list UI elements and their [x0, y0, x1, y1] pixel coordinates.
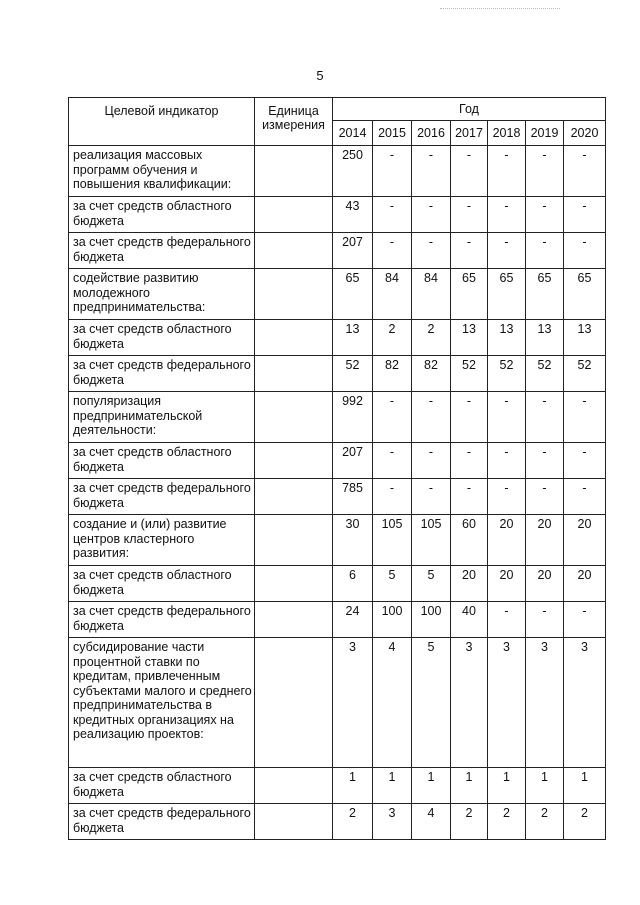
value-cell-2014: 207 [333, 443, 373, 479]
value-cell-2015: - [373, 197, 412, 233]
value-cell-2016: 5 [412, 566, 451, 602]
table-row [69, 804, 606, 840]
value-cell-2014: 1 [333, 768, 373, 804]
value-cell-2019: - [526, 197, 564, 233]
value-cell-2020: 13 [564, 320, 606, 356]
table-row [69, 638, 606, 768]
value-cell-2019: - [526, 233, 564, 269]
value-cell-2014: 65 [333, 269, 373, 320]
table-row [69, 146, 606, 197]
indicator-name: за счет средств федерального бюджета [69, 479, 255, 515]
unit-cell [255, 638, 333, 768]
value-cell-2016: - [412, 197, 451, 233]
unit-cell [255, 479, 333, 515]
value-cell-2018: - [488, 602, 526, 638]
value-cell-2018: - [488, 392, 526, 443]
indicator-name: за счет средств областного бюджета [69, 443, 255, 479]
value-cell-2018: - [488, 197, 526, 233]
page-number: 5 [316, 68, 324, 83]
value-cell-2020: 20 [564, 515, 606, 566]
value-cell-2017: 2 [451, 804, 488, 840]
table-row [69, 443, 606, 479]
table-row [69, 197, 606, 233]
value-cell-2019: 52 [526, 356, 564, 392]
unit-cell [255, 515, 333, 566]
value-cell-2016: 84 [412, 269, 451, 320]
value-cell-2018: 1 [488, 768, 526, 804]
value-cell-2020: - [564, 146, 606, 197]
value-cell-2017: - [451, 443, 488, 479]
value-cell-2016: - [412, 233, 451, 269]
value-cell-2016: 105 [412, 515, 451, 566]
value-cell-2016: - [412, 443, 451, 479]
table-row [69, 768, 606, 804]
value-cell-2020: 1 [564, 768, 606, 804]
table-row [69, 356, 606, 392]
value-cell-2014: 13 [333, 320, 373, 356]
value-cell-2018: 20 [488, 566, 526, 602]
value-cell-2020: - [564, 392, 606, 443]
value-cell-2019: 20 [526, 515, 564, 566]
value-cell-2015: - [373, 392, 412, 443]
value-cell-2019: 13 [526, 320, 564, 356]
unit-cell [255, 356, 333, 392]
value-cell-2014: 6 [333, 566, 373, 602]
value-cell-2018: 2 [488, 804, 526, 840]
value-cell-2020: 65 [564, 269, 606, 320]
indicators-table [68, 97, 606, 840]
header-year-2019: 2019 [526, 121, 564, 146]
header-year-group: Год [333, 98, 606, 121]
unit-cell [255, 146, 333, 197]
table-row [69, 479, 606, 515]
value-cell-2019: - [526, 392, 564, 443]
value-cell-2017: 1 [451, 768, 488, 804]
value-cell-2018: 20 [488, 515, 526, 566]
value-cell-2016: 1 [412, 768, 451, 804]
value-cell-2018: - [488, 479, 526, 515]
header-indicator: Целевой индикатор [69, 98, 255, 146]
header-year-2015: 2015 [373, 121, 412, 146]
value-cell-2015: - [373, 443, 412, 479]
value-cell-2017: 52 [451, 356, 488, 392]
value-cell-2019: 20 [526, 566, 564, 602]
table-body [69, 146, 606, 840]
value-cell-2017: 20 [451, 566, 488, 602]
indicator-name: за счет средств федерального бюджета [69, 233, 255, 269]
value-cell-2019: 65 [526, 269, 564, 320]
value-cell-2019: - [526, 443, 564, 479]
value-cell-2017: 3 [451, 638, 488, 768]
value-cell-2020: - [564, 443, 606, 479]
header-year-2018: 2018 [488, 121, 526, 146]
value-cell-2014: 52 [333, 356, 373, 392]
value-cell-2015: 105 [373, 515, 412, 566]
table-row [69, 392, 606, 443]
value-cell-2018: - [488, 443, 526, 479]
value-cell-2017: - [451, 392, 488, 443]
value-cell-2015: - [373, 233, 412, 269]
value-cell-2020: 2 [564, 804, 606, 840]
value-cell-2014: 207 [333, 233, 373, 269]
value-cell-2020: - [564, 197, 606, 233]
indicator-name: за счет средств областного бюджета [69, 768, 255, 804]
value-cell-2017: - [451, 146, 488, 197]
value-cell-2015: 3 [373, 804, 412, 840]
unit-cell [255, 197, 333, 233]
value-cell-2014: 43 [333, 197, 373, 233]
value-cell-2018: 52 [488, 356, 526, 392]
value-cell-2015: 82 [373, 356, 412, 392]
value-cell-2017: 65 [451, 269, 488, 320]
value-cell-2014: 250 [333, 146, 373, 197]
value-cell-2019: 1 [526, 768, 564, 804]
value-cell-2016: - [412, 146, 451, 197]
value-cell-2020: 20 [564, 566, 606, 602]
table-row [69, 566, 606, 602]
value-cell-2014: 30 [333, 515, 373, 566]
value-cell-2017: - [451, 479, 488, 515]
value-cell-2020: - [564, 602, 606, 638]
unit-cell [255, 768, 333, 804]
indicator-name: за счет средств федерального бюджета [69, 804, 255, 840]
value-cell-2020: 3 [564, 638, 606, 768]
value-cell-2015: 2 [373, 320, 412, 356]
indicator-name: за счет средств областного бюджета [69, 197, 255, 233]
value-cell-2019: - [526, 146, 564, 197]
value-cell-2016: 2 [412, 320, 451, 356]
table-row [69, 269, 606, 320]
value-cell-2014: 992 [333, 392, 373, 443]
value-cell-2020: 52 [564, 356, 606, 392]
value-cell-2017: 13 [451, 320, 488, 356]
value-cell-2015: 5 [373, 566, 412, 602]
value-cell-2019: - [526, 602, 564, 638]
value-cell-2019: - [526, 479, 564, 515]
value-cell-2018: 3 [488, 638, 526, 768]
value-cell-2016: 82 [412, 356, 451, 392]
unit-cell [255, 233, 333, 269]
value-cell-2014: 2 [333, 804, 373, 840]
indicator-name: за счет средств федерального бюджета [69, 356, 255, 392]
scan-artifact [440, 8, 560, 10]
value-cell-2014: 24 [333, 602, 373, 638]
value-cell-2014: 3 [333, 638, 373, 768]
table-row [69, 602, 606, 638]
value-cell-2016: - [412, 392, 451, 443]
header-unit: Единица измерения [255, 98, 333, 146]
value-cell-2018: 65 [488, 269, 526, 320]
value-cell-2016: 4 [412, 804, 451, 840]
indicator-name: за счет средств федерального бюджета [69, 602, 255, 638]
value-cell-2015: 4 [373, 638, 412, 768]
unit-cell [255, 269, 333, 320]
value-cell-2016: - [412, 479, 451, 515]
indicator-name: содействие развитию молодежного предпринимательства: [69, 269, 255, 320]
unit-cell [255, 443, 333, 479]
unit-cell [255, 320, 333, 356]
indicator-name: реализация массовых программ обучения и повышения квалификации: [69, 146, 255, 197]
indicator-name: популяризация предпринимательской деятельности: [69, 392, 255, 443]
indicator-name: субсидирование части процентной ставки по кредитам, привлеченным субъектами малого и среднего предпринимательства в кредитных организациях на реализацию проектов: [69, 638, 255, 768]
table-row [69, 320, 606, 356]
value-cell-2017: - [451, 197, 488, 233]
header-year-2017: 2017 [451, 121, 488, 146]
header-year-2014: 2014 [333, 121, 373, 146]
header-year-2020: 2020 [564, 121, 606, 146]
value-cell-2016: 5 [412, 638, 451, 768]
value-cell-2020: - [564, 233, 606, 269]
value-cell-2015: 84 [373, 269, 412, 320]
indicator-name: за счет средств областного бюджета [69, 320, 255, 356]
value-cell-2018: - [488, 233, 526, 269]
value-cell-2017: 60 [451, 515, 488, 566]
value-cell-2020: - [564, 479, 606, 515]
value-cell-2019: 3 [526, 638, 564, 768]
value-cell-2015: 100 [373, 602, 412, 638]
table-row [69, 233, 606, 269]
indicator-name: создание и (или) развитие центров кластерного развития: [69, 515, 255, 566]
value-cell-2015: - [373, 479, 412, 515]
unit-cell [255, 602, 333, 638]
value-cell-2016: 100 [412, 602, 451, 638]
value-cell-2015: 1 [373, 768, 412, 804]
value-cell-2019: 2 [526, 804, 564, 840]
indicator-name: за счет средств областного бюджета [69, 566, 255, 602]
value-cell-2017: - [451, 233, 488, 269]
unit-cell [255, 804, 333, 840]
value-cell-2017: 40 [451, 602, 488, 638]
value-cell-2018: - [488, 146, 526, 197]
value-cell-2014: 785 [333, 479, 373, 515]
value-cell-2018: 13 [488, 320, 526, 356]
unit-cell [255, 392, 333, 443]
value-cell-2015: - [373, 146, 412, 197]
unit-cell [255, 566, 333, 602]
header-year-2016: 2016 [412, 121, 451, 146]
table-row [69, 515, 606, 566]
